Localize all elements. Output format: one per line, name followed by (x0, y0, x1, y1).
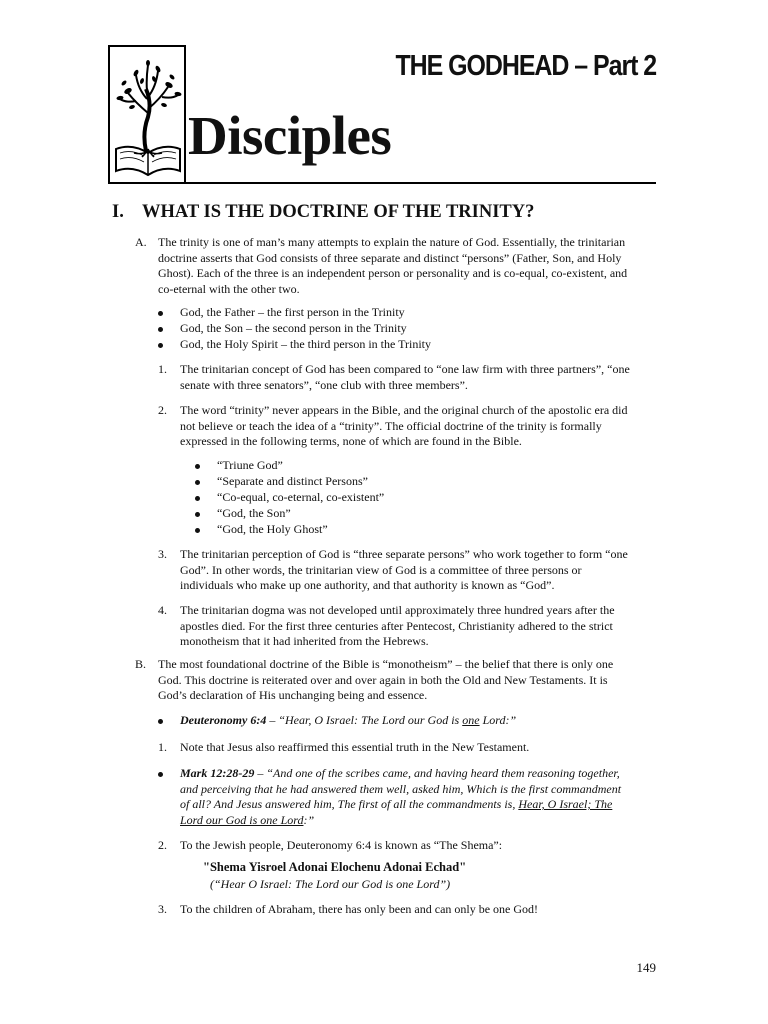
scripture-mark (180, 766, 621, 828)
scripture-text: – “And one of the scribes came, and having heard them reasoning together, (254, 766, 620, 780)
text-line: God. This doctrine is reiterated over and over again in both the Old and New Testaments. It is (158, 672, 608, 687)
scripture-ref: Deuteronomy 6:4 (180, 713, 267, 727)
point-a-text (158, 235, 627, 297)
header-divider (108, 182, 656, 184)
item-text: To the children of Abraham, there has only been and can only be one God! (180, 902, 539, 916)
item-marker: 1. (158, 740, 167, 754)
logo (108, 45, 186, 183)
item-text (180, 547, 628, 594)
text-line: God’s declaration of His unchanging being and essence. (158, 688, 428, 702)
item-marker: 3. (158, 902, 167, 916)
section-heading (112, 202, 534, 223)
shema-hebrew: "Shema Yisroel Adonai Elochenu Adonai Echad" (203, 860, 467, 874)
text-line: doctrine asserts that God consists of three separate and distinct “persons” (Father, Son, and Holy (158, 250, 622, 265)
scripture-emphasis: Hear, O Israel; The (518, 797, 613, 811)
text-line: The most foundational doctrine of the Bible is “monotheism” – the belief that there is only one (158, 657, 614, 671)
item-text (180, 403, 628, 450)
scripture-text: of all? And Jesus answered him, The first of all the commandments is, (180, 797, 519, 811)
list-item: God, the Holy Spirit – the third person in the Trinity (180, 337, 431, 351)
point-marker: B. (135, 657, 147, 671)
point-marker: A. (135, 235, 147, 249)
tree-on-book-icon (112, 53, 184, 181)
scripture-emphasis: Lord our God is one Lord (180, 812, 304, 827)
part-title: THE GODHEAD – Part 2 (395, 50, 656, 82)
text-line: expressed in the following terms, none of which are found in the Bible. (180, 434, 522, 448)
item-marker: 1. (158, 362, 167, 376)
item-text (180, 603, 615, 650)
text-line: senate with three senators”, “one club with three members”. (180, 377, 468, 392)
scripture-deuteronomy (180, 713, 516, 729)
text-line: The word “trinity” never appears in the Bible, and the original church of the apostolic era did (180, 403, 628, 417)
text-line: The trinitarian concept of God has been compared to “one law firm with three partners”, “one (180, 362, 630, 376)
brand-title: Disciples (188, 105, 392, 166)
list-item: “God, the Son” (217, 506, 291, 520)
text-line: The trinitarian perception of God is “three separate persons” who work together to form “one (180, 547, 628, 561)
text-line: apostles died. For the first three centuries after Pentecost, Christianity adhered to the strict (180, 618, 613, 633)
text-line: The trinity is one of man’s many attempts to explain the nature of God. Essentially, the trinitarian (158, 235, 626, 249)
scripture-text: :” (303, 812, 315, 827)
page-number: 149 (636, 960, 656, 975)
text-line: Ghost). Each of the three is an independent person or personality and is co-equal, co-existent, and (158, 266, 628, 280)
item-marker: 4. (158, 603, 167, 617)
list-item: “Co-equal, co-eternal, co-existent” (217, 490, 385, 504)
list-item: God, the Son – the second person in the Trinity (180, 321, 407, 335)
item-marker: 2. (158, 838, 167, 852)
item-text: To the Jewish people, Deuteronomy 6:4 is known as “The Shema”: (180, 838, 503, 852)
text-line: The trinitarian dogma was not developed until approximately three hundred years after the (180, 603, 615, 617)
scripture-ref: Mark 12:28-29 (180, 766, 255, 780)
scripture-text: – “Hear, O Israel: The Lord our God is (266, 713, 463, 727)
section-title: WHAT IS THE DOCTRINE OF THE TRINITY? (142, 202, 535, 222)
list-item: “God, the Holy Ghost” (217, 522, 328, 536)
section-number: I. (112, 202, 124, 222)
point-b-text (158, 657, 613, 704)
scripture-text: Lord:” (479, 713, 517, 727)
scripture-text: and perceiving that he had answered them well, asked him, Which is the first commandment (180, 781, 622, 796)
item-marker: 2. (158, 403, 167, 417)
item-text: Note that Jesus also reaffirmed this essential truth in the New Testament. (180, 740, 530, 754)
scripture-emphasis: one (462, 713, 480, 727)
text-line: individuals who make up one authority, and that authority is known as “God”. (180, 578, 555, 592)
item-text (180, 362, 630, 393)
text-line: God”. In other words, the trinitarian view of God is a committee of three persons or (180, 562, 582, 577)
text-line: monotheism that it had inherited from the Hebrews. (180, 634, 429, 648)
text-line: co-eternal with the other two. (158, 281, 300, 296)
list-item: God, the Father – the first person in the Trinity (180, 305, 405, 319)
list-item: “Separate and distinct Persons” (217, 474, 368, 488)
text-line: not believe or teach the idea of a “trinity”. The official doctrine of the trinity is formally (180, 418, 602, 433)
list-item: “Triune God” (217, 458, 283, 472)
shema-translation: (“Hear O Israel: The Lord our God is one Lord”) (210, 877, 451, 891)
item-marker: 3. (158, 547, 167, 561)
